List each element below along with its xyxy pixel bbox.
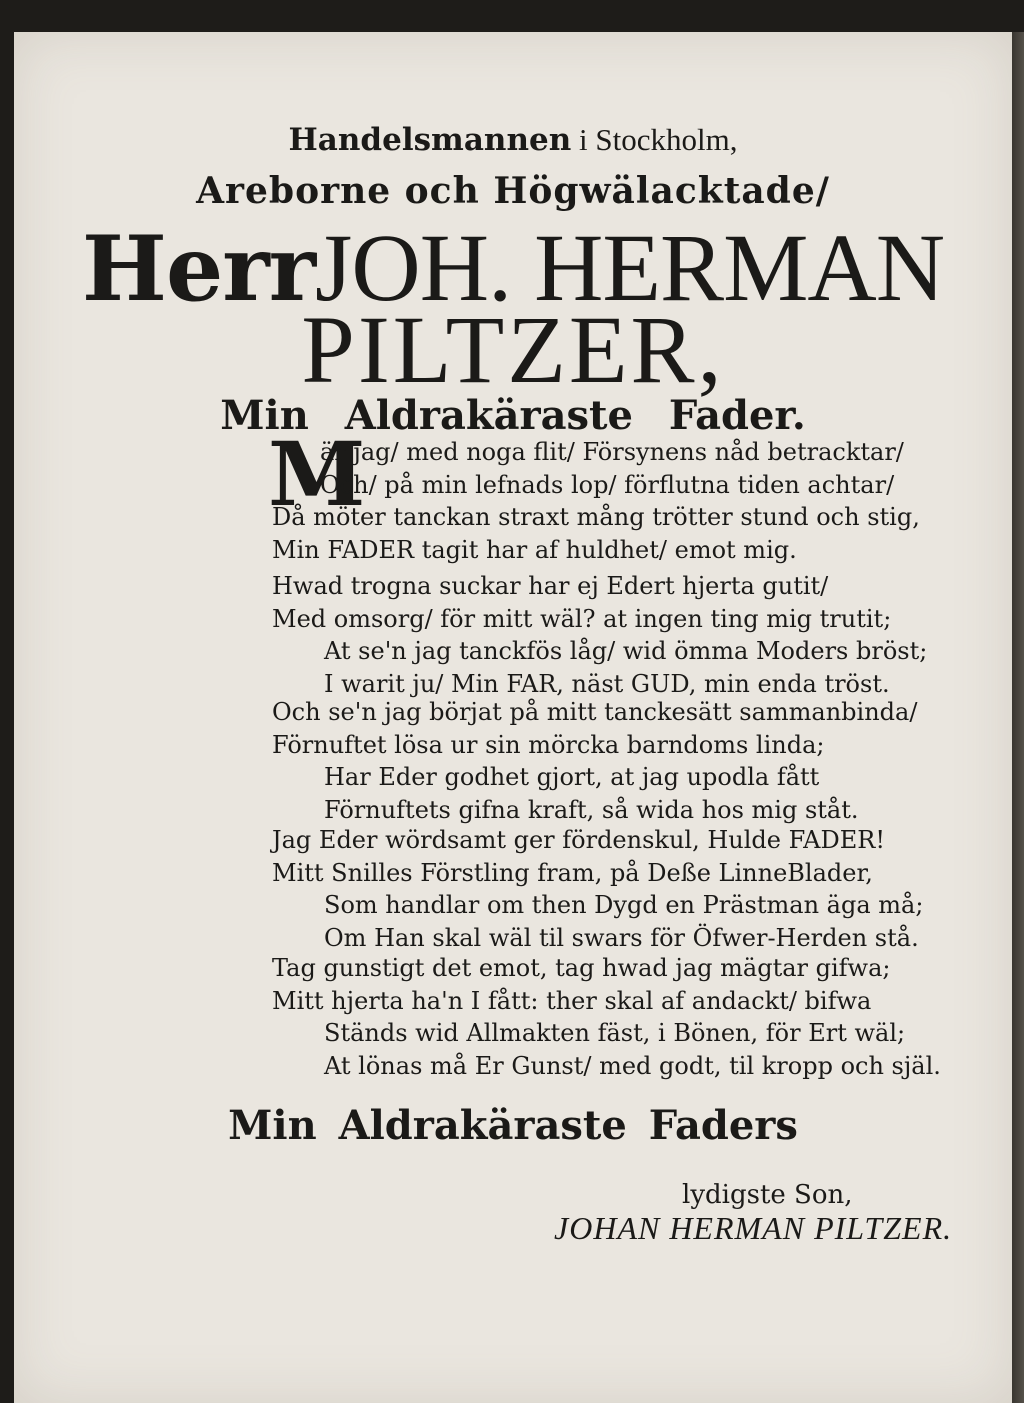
drop-cap: M <box>268 422 366 526</box>
merchant-city: i Stockholm, <box>571 122 738 157</box>
verse-line: At se'n jag tanckfös låg/ wid ömma Moders bröst; <box>324 637 928 665</box>
verse-line: Med omsorg/ för mitt wäl? at ingen ting mig trutit; <box>272 604 892 633</box>
closing-line: Min Aldrakäraste Faders <box>228 1102 798 1149</box>
merchant-line <box>14 122 1012 158</box>
verse-line: Förnuftets gifna kraft, så wida hos mig ståt. <box>324 795 859 824</box>
verse-line: Förnuftet lösa ur sin mörcka barndoms linda; <box>272 730 825 759</box>
recipient-first-names: JOH. HERMAN <box>315 214 945 321</box>
verse-line: Då möter tanckan straxt mång trötter stund och stig, <box>272 503 920 531</box>
verse-line: Och/ på min lefnads lop/ förflutna tiden achtar/ <box>320 470 895 499</box>
merchant-blackletter: Handelsmannen <box>288 122 572 158</box>
verse-line: Och se'n jag börjat på mitt tanckesätt sammanbinda/ <box>272 698 918 726</box>
herr-title: Herr <box>81 216 316 322</box>
verse-line: Tag gunstigt det emot, tag hwad jag mägtar gifwa; <box>272 954 891 982</box>
recipient-surname: PILTZER, <box>301 296 725 403</box>
honorific-line: Areborne och Högwälacktade/ <box>196 170 830 212</box>
verse-line: Jag Eder wördsamt ger fördenskul, Hulde FADER! <box>272 826 885 854</box>
verse-line: Min FADER tagit har af huldhet/ emot mig. <box>272 535 797 564</box>
verse-line: är jag/ med noga flit/ Försynens nåd betracktar/ <box>320 438 904 466</box>
document-page <box>14 32 1012 1403</box>
stanza-2 <box>272 570 992 700</box>
stanza-5 <box>272 952 992 1082</box>
verse-line: Ständs wid Allmakten fäst, i Bönen, för Ert wäl; <box>324 1019 906 1047</box>
verse-line: Har Eder godhet gjort, at jag upodla fått <box>324 763 820 791</box>
verse-line: At lönas må Er Gunst/ med godt, til kropp och själ. <box>324 1051 941 1080</box>
verse-line: Mitt hjerta ha'n I fått: ther skal af andackt/ bifwa <box>272 986 872 1015</box>
stanza-4 <box>272 824 992 954</box>
signature-humble: lydigste Son, <box>682 1180 853 1210</box>
stanza-3 <box>272 696 992 826</box>
verse-line: Hwad trogna suckar har ej Edert hjerta gutit/ <box>272 572 829 600</box>
signature-name: JOHAN HERMAN PILTZER. <box>554 1210 953 1246</box>
stanza-1 <box>272 436 992 566</box>
verse-line: Som handlar om then Dygd en Prästman äga må; <box>324 891 924 919</box>
dedication-heading: Min Aldrakäraste Fader. <box>220 392 806 439</box>
verse-line: Om Han skal wäl til swars för Öfwer-Herden stå. <box>324 923 919 952</box>
verse-line: I warit ju/ Min FAR, näst GUD, min enda tröst. <box>324 669 890 698</box>
verse-line: Mitt Snilles Förstling fram, på Deße LinneBlader, <box>272 858 873 887</box>
